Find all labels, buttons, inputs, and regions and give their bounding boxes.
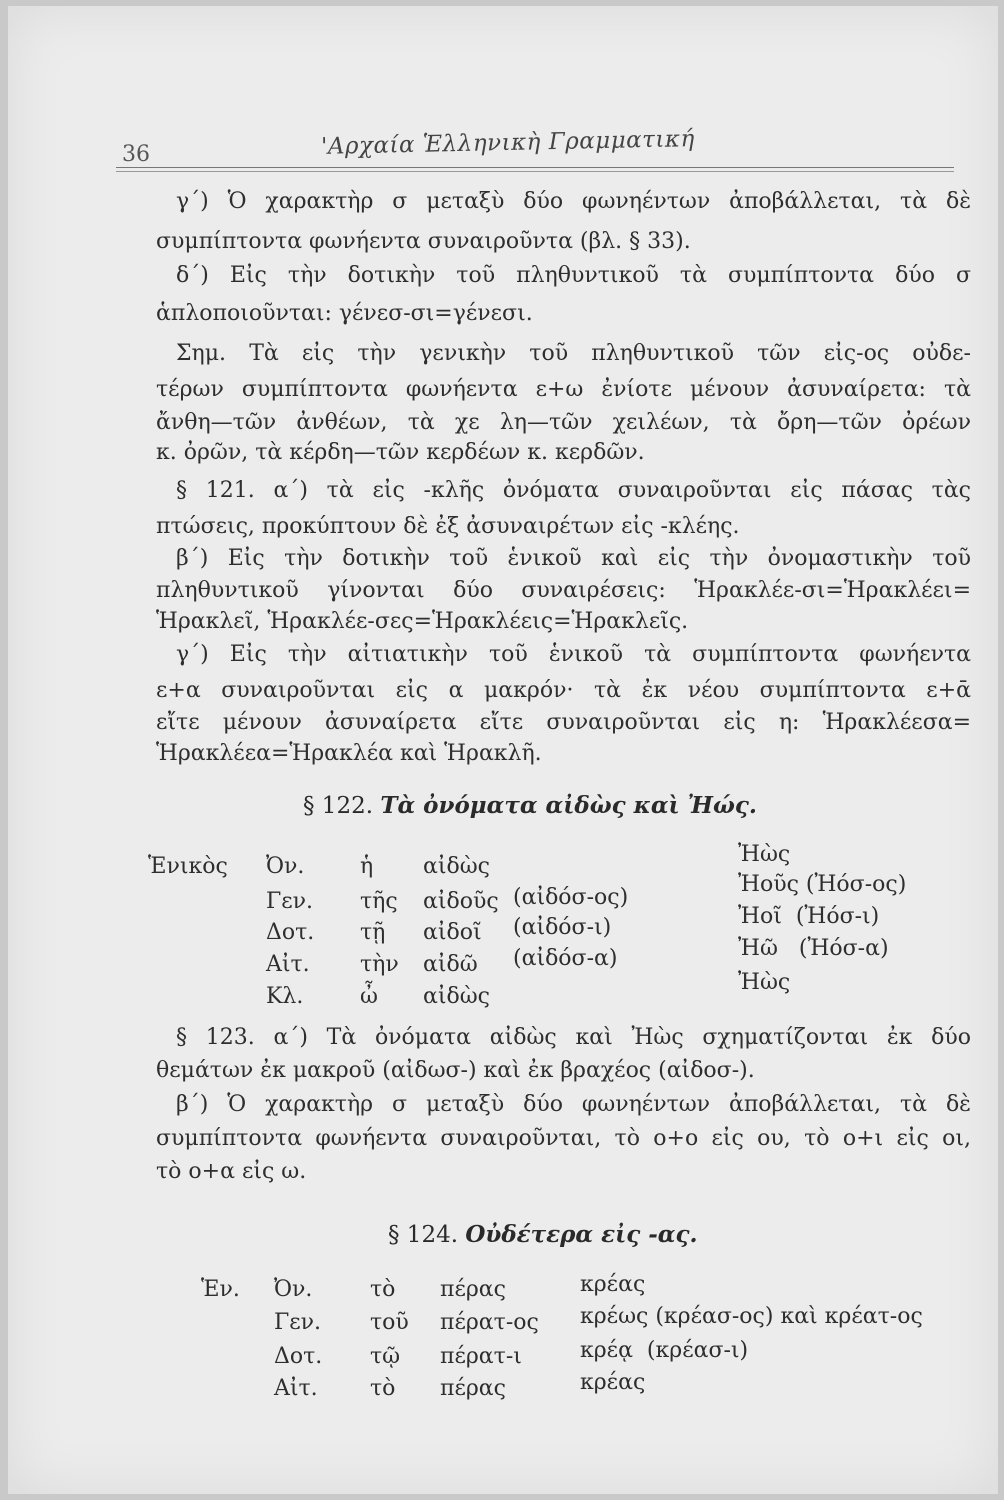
form: πέρατ-ος [440,1310,539,1335]
form: αἰδοῦς [423,889,499,914]
section-123-line: τὸ ο+α εἰς ω. [156,1159,307,1184]
number-label: Ἑνικὸς [148,854,228,879]
form-alt: (αἰδόσ-ος) [513,885,629,910]
form-alt: (αἰδόσ-α) [513,946,618,971]
form-alt: (αἰδόσ-ι) [513,915,612,940]
section-121-line: ε+α συναιροῦνται εἰς α μακρόν· τὰ ἐκ νέου συμπίπτοντα ε+ᾱ [156,678,971,703]
kreas-form: κρέας [580,1370,646,1395]
eos-form: Ἠὼς [738,970,791,995]
header-rule-secondary [116,171,954,172]
section-121-line: πτώσεις, προκύπτουν δὲ ἐξ ἀσυναιρέτων εἰς -κλέης. [156,514,740,539]
text-line: δ΄) Εἰς τὴν δοτικὴν τοῦ πληθυντικοῦ τὰ συμπίπτοντα δύο σ [176,263,971,288]
text-line: ἁπλοποιοῦνται: γένεσ-σι=γένεσι. [156,301,533,326]
section-123-line: § 123. α΄) Τὰ ὀνόματα αἰδὼς καὶ Ἠὼς σχηματίζονται ἐκ δύο [176,1025,971,1050]
case-label: Ὀν. [274,1277,313,1302]
section-121-line: Ἡρακλέεα=Ἡρακλέα καὶ Ἡρακλῆ. [156,741,542,766]
text-line: κ. ὀρῶν, τὰ κέρδη—τῶν κερδέων κ. κερδῶν. [156,440,645,465]
form: αἰδὼς [423,854,490,879]
text-line: τέρων συμπίπτοντα φωνήεντα ε+ω ἐνίοτε μένουν ἀσυναίρετα: τὰ [156,377,971,402]
form: πέρας [440,1376,506,1401]
article: τῇ [360,920,386,945]
note-line: Σημ. Τὰ εἰς τὴν γενικὴν τοῦ πληθυντικοῦ τῶν εἰς-ος οὐδε- [176,341,971,366]
article: ἡ [360,854,374,879]
form: αἰδῶ [423,952,478,977]
section-121-line: γ΄) Εἰς τὴν αἰτιατικὴν τοῦ ἑνικοῦ τὰ συμπίπτοντα φωνήεντα [176,642,971,667]
article: τὸ [370,1277,396,1302]
article: τῷ [370,1344,401,1369]
header-rule [116,167,954,168]
article: τὸ [370,1376,396,1401]
section-124-heading [388,1220,698,1250]
kreas-form: κρέως (κρέασ-ος) καὶ κρέατ-ος [580,1304,923,1329]
book-page [8,6,998,1494]
eos-form: Ἠῶ (Ἠόσ-α) [738,936,889,961]
section-title: Τὰ ὀνόματα αἰδὼς καὶ Ἠώς. [380,792,757,819]
article: τῆς [360,889,398,914]
form: πέρατ-ι [440,1344,522,1369]
section-121-line: εἴτε μένουν ἀσυναίρετα εἴτε συναιροῦνται εἰς η: Ἡρακλέεσα= [156,710,971,735]
page-number: 36 [122,142,150,167]
form: αἰδοῖ [423,920,482,945]
case-label: Δοτ. [274,1344,323,1369]
case-label: Δοτ. [266,920,315,945]
article: ὦ [360,984,378,1009]
eos-form: Ἠοῖ (Ἠόσ-ι) [738,904,880,929]
number-label: Ἑν. [201,1277,240,1302]
section-123-line: συμπίπτοντα φωνήεντα συναιροῦνται, τὸ ο+ο εἰς ου, τὸ ο+ι εἰς οι, [156,1126,971,1151]
section-121-line: β΄) Εἰς τὴν δοτικὴν τοῦ ἑνικοῦ καὶ εἰς τὴν ὀνομαστικὴν τοῦ [176,546,971,571]
section-121-line: Ἡρακλεῖ, Ἡρακλέε-σες=Ἡρακλέεις=Ἡρακλεῖς. [156,609,689,634]
section-121-line: § 121. α΄) τὰ εἰς -κλῆς ὀνόματα συναιροῦνται εἰς πάσας τὰς [176,478,971,503]
eos-form: Ἠοῦς (Ἠόσ-ος) [738,872,907,897]
kreas-form: κρέᾳ (κρέασ-ι) [580,1338,749,1363]
section-title: Οὐδέτερα εἰς -ας. [465,1221,698,1248]
text-line: γ΄) Ὁ χαρακτὴρ σ μεταξὺ δύο φωνηέντων ἀποβάλλεται, τὰ δὲ [176,189,971,214]
section-121-line: πληθυντικοῦ γίνονται δύο συναιρέσεις: Ἡρακλέε-σι=Ἡρακλέει= [156,578,971,603]
section-number: § 122. [303,793,374,819]
section-number: § 124. [388,1222,459,1248]
text-line: συμπίπτοντα φωνήεντα συναιροῦντα (βλ. § 33). [156,229,691,254]
running-title: 'Αρχαία Ἑλληνικὴ Γραμματική [320,126,696,160]
case-label: Κλ. [266,984,304,1009]
article: τοῦ [370,1310,409,1335]
kreas-form: κρέας [580,1272,646,1297]
section-122-heading [303,791,757,821]
case-label: Γεν. [274,1310,322,1335]
section-123-line: θεμάτων ἐκ μακροῦ (αἰδωσ-) καὶ ἐκ βραχέος (αἰδοσ-). [156,1058,755,1083]
article: τὴν [360,952,399,977]
form: πέρας [440,1277,506,1302]
eos-form: Ἠὼς [738,842,791,867]
page-header [116,124,954,167]
text-line: ἄνθη—τῶν ἀνθέων, τὰ χε λη—τῶν χειλέων, τὰ ὄρη—τῶν ὀρέων [156,410,971,435]
case-label: Ὀν. [266,854,305,879]
case-label: Αἰτ. [266,952,310,977]
case-label: Αἰτ. [274,1376,318,1401]
section-123-line: β΄) Ὁ χαρακτὴρ σ μεταξὺ δύο φωνηέντων ἀποβάλλεται, τὰ δὲ [176,1092,971,1117]
case-label: Γεν. [266,889,314,914]
form: αἰδὼς [423,984,490,1009]
